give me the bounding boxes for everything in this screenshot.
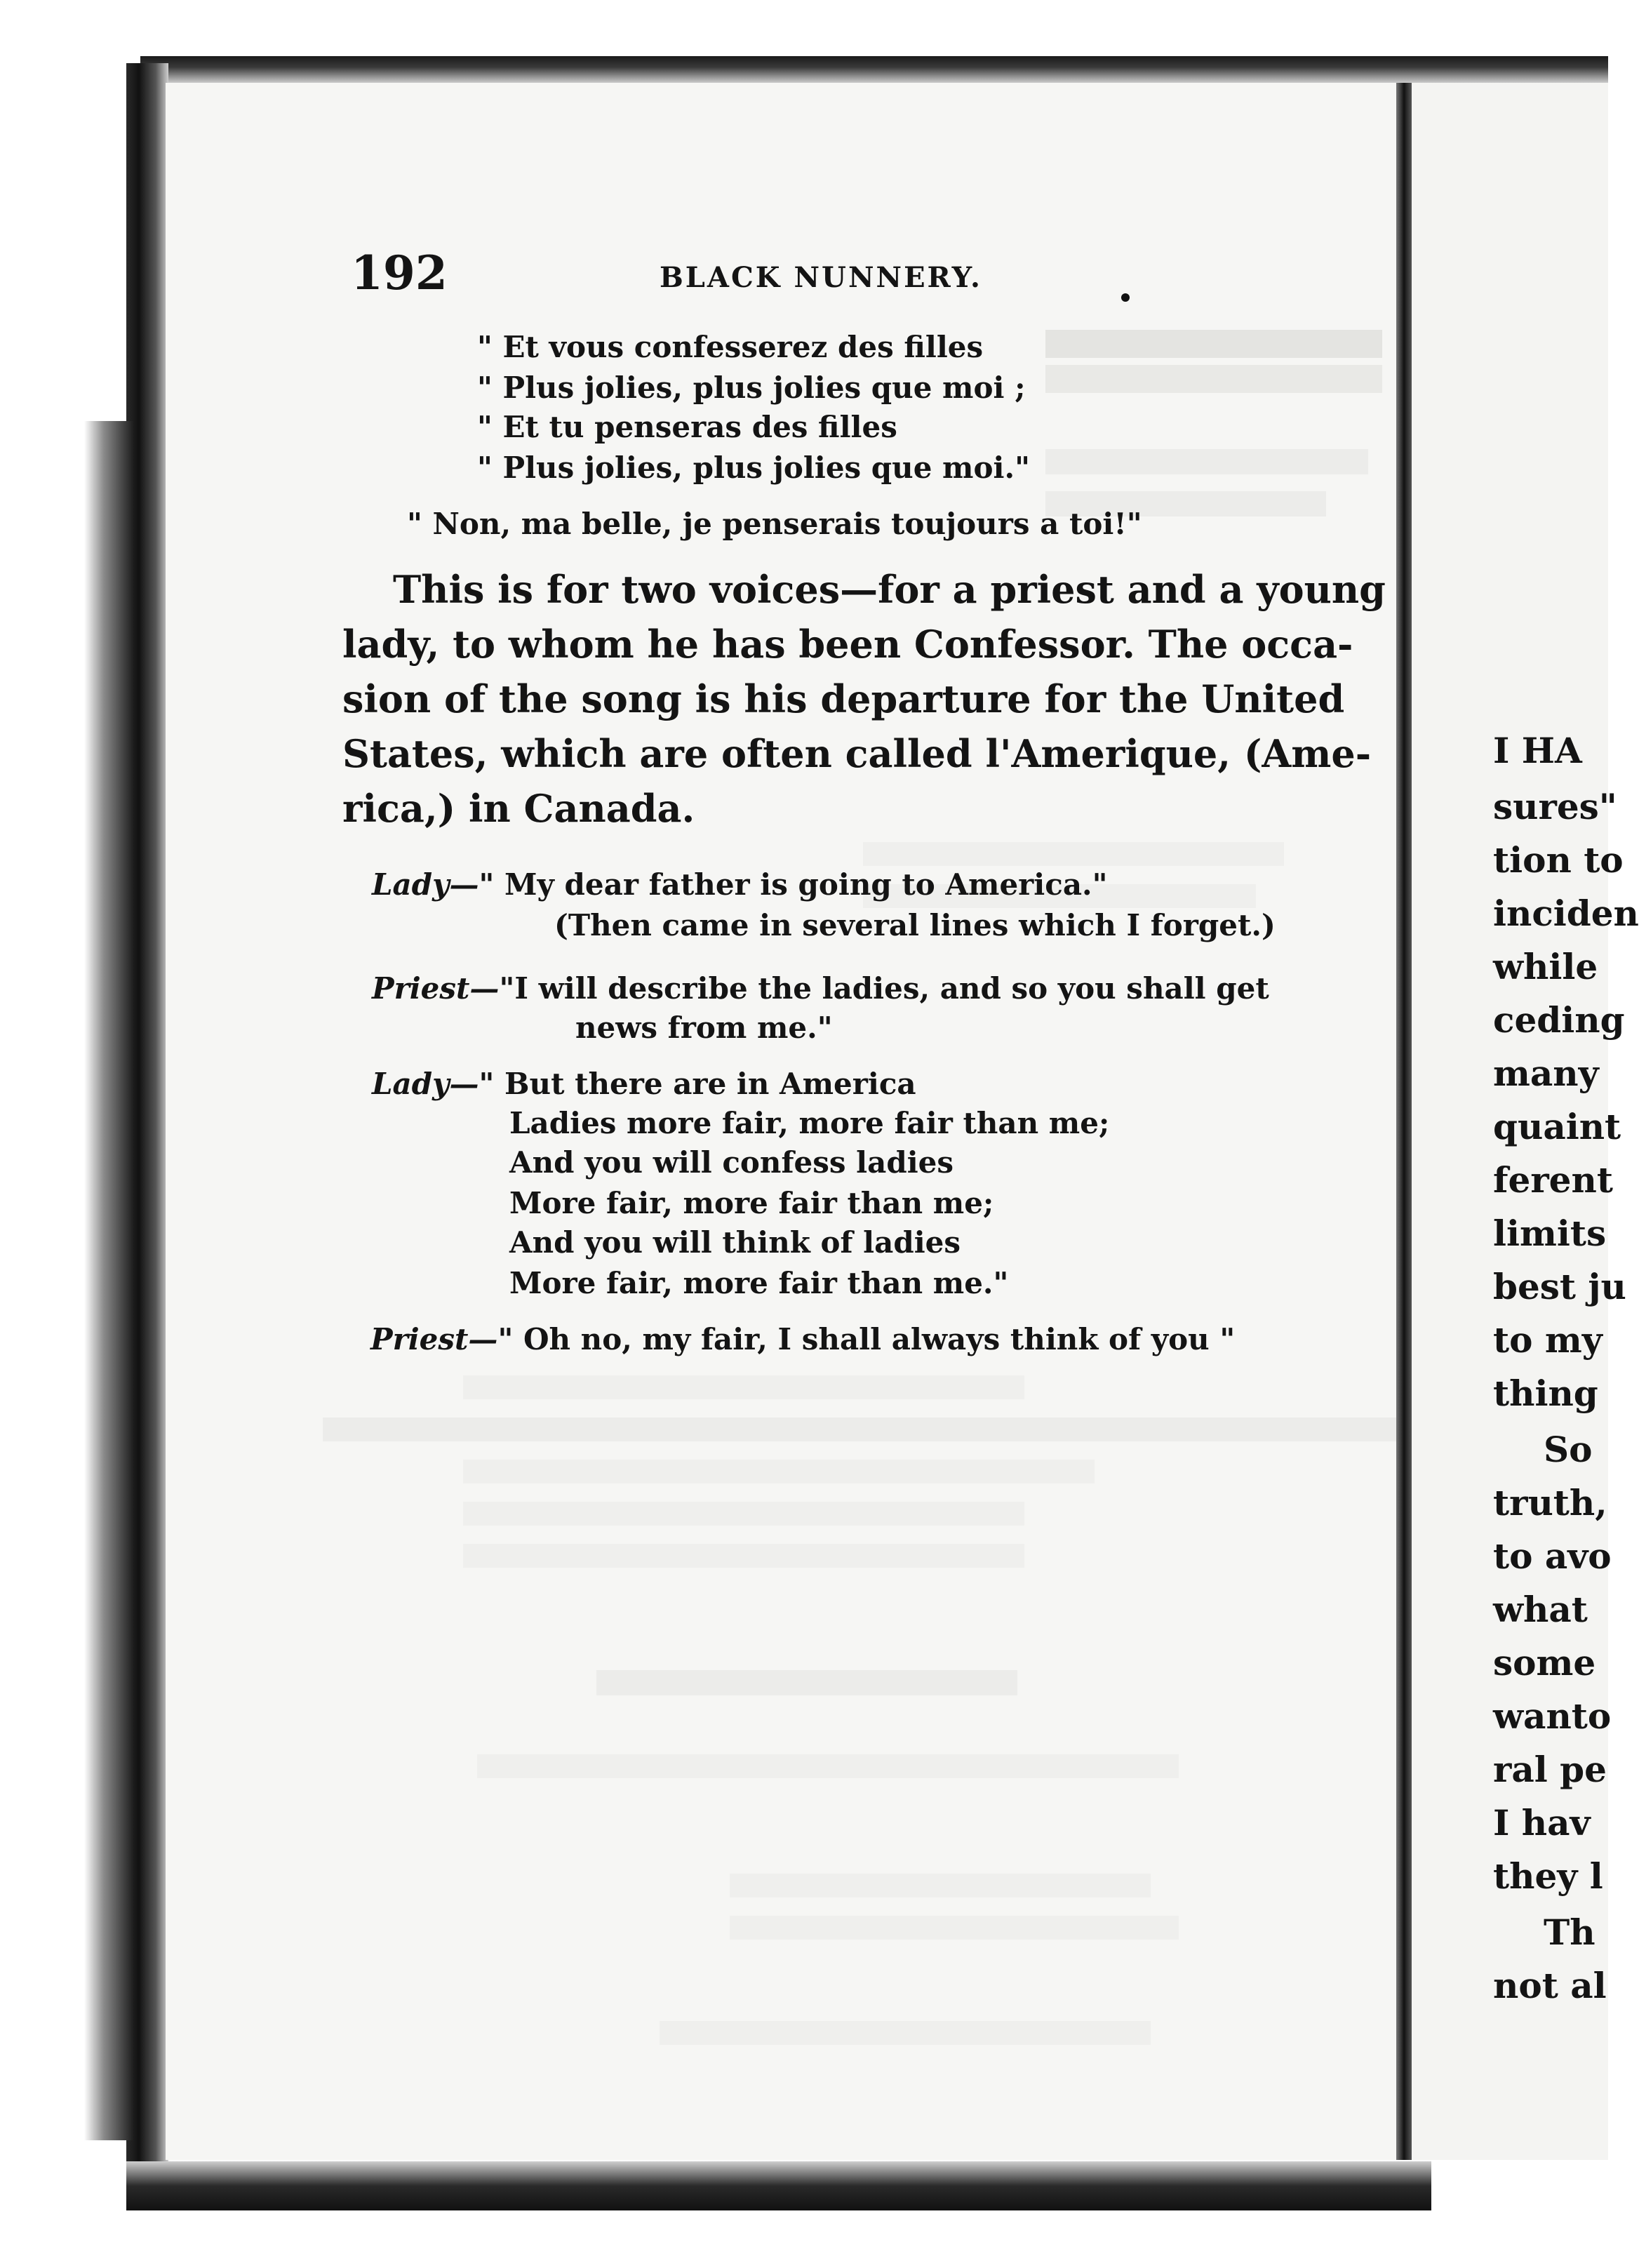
priest-line-text: " Oh no, my fair, I shall always think of you " <box>497 1322 1236 1356</box>
facing-page-fragment: to avo <box>1493 1535 1612 1577</box>
facing-page-fragment: thing <box>1493 1373 1598 1414</box>
priest-line-continuation: news from me." <box>575 1010 833 1045</box>
lady-line-text: " My dear father is going to America." <box>479 867 1108 902</box>
facing-page-fragment: to my <box>1493 1319 1603 1361</box>
dialogue-priest-line <box>370 1322 1235 1356</box>
lady-verse-line: " But there are in America <box>479 1067 916 1101</box>
facing-page-fragment: So <box>1544 1429 1593 1470</box>
prose-line: rica,) in Canada. <box>342 786 695 831</box>
facing-page-fragment: some <box>1493 1642 1596 1683</box>
facing-page-fragment: not al <box>1493 1965 1607 2006</box>
lady-verse-line: And you will confess ladies <box>509 1145 954 1180</box>
lady-verse-line: More fair, more fair than me." <box>509 1266 1009 1300</box>
speaker-priest: Priest— <box>370 1322 498 1356</box>
dialogue-priest-line <box>372 971 1269 1006</box>
priest-line-text: "I will describe the ladies, and so you shall get <box>499 971 1269 1006</box>
page-header <box>351 246 1333 302</box>
facing-page-fragment: ceding <box>1493 999 1625 1041</box>
speaker-lady: Lady— <box>372 1067 479 1101</box>
facing-page-fragment: sures" <box>1493 786 1617 827</box>
page-number: 192 <box>351 246 448 300</box>
prose-line: States, which are often called l'Amerique, (Ame- <box>342 731 1372 776</box>
facing-page-fragment: quaint <box>1493 1106 1621 1147</box>
facing-page-fragment: limits <box>1493 1213 1607 1254</box>
french-verse-line: " Plus jolies, plus jolies que moi." <box>477 451 1030 485</box>
facing-page-fragment: best ju <box>1493 1266 1626 1307</box>
speaker-priest: Priest— <box>372 971 500 1006</box>
facing-page-fragment: truth, <box>1493 1482 1607 1523</box>
prose-line: lady, to whom he has been Confessor. The occa- <box>342 622 1353 667</box>
french-verse-line: " Et vous confesserez des filles <box>477 330 984 364</box>
facing-page-fragment: inciden <box>1493 893 1639 934</box>
book-gutter <box>1396 83 1412 2160</box>
facing-page-fragment: they l <box>1493 1855 1603 1897</box>
running-head: BLACK NUNNERY. <box>660 261 982 294</box>
facing-page-fragment: I hav <box>1493 1802 1591 1843</box>
dialogue-lady-line <box>372 1067 916 1101</box>
lady-verse-line: More fair, more fair than me; <box>509 1186 994 1220</box>
dialogue-lady-line <box>372 867 1108 902</box>
prose-line: This is for two voices—for a priest and a young <box>393 567 1386 612</box>
french-verse-line: " Et tu penseras des filles <box>477 410 897 444</box>
lady-verse-line: Ladies more fair, more fair than me; <box>509 1106 1110 1140</box>
facing-page-fragment: what <box>1493 1589 1588 1630</box>
facing-page-fragment: ferent <box>1493 1159 1613 1201</box>
facing-page-fragment: many <box>1493 1053 1599 1094</box>
facing-page-fragment: I HA <box>1493 730 1582 771</box>
left-binding-shadow <box>84 421 133 2140</box>
facing-page-fragment: while <box>1493 946 1598 987</box>
facing-page-fragment: tion to <box>1493 839 1624 881</box>
top-page-edge <box>140 56 1608 84</box>
french-verse-line: " Plus jolies, plus jolies que moi ; <box>477 371 1026 405</box>
speaker-lady: Lady— <box>372 867 479 902</box>
ink-dot <box>1121 293 1130 302</box>
facing-page-fragment: ral pe <box>1493 1749 1607 1790</box>
french-reply-line: " Non, ma belle, je penserais toujours a toi!" <box>407 507 1142 541</box>
facing-page-fragment: Th <box>1544 1912 1595 1953</box>
editorial-note: (Then came in several lines which I forget.) <box>554 908 1276 942</box>
prose-line: sion of the song is his departure for the United <box>342 676 1345 721</box>
bottom-page-edge <box>126 2161 1431 2210</box>
lady-verse-line: And you will think of ladies <box>509 1225 961 1260</box>
facing-page-fragment: wanto <box>1493 1695 1612 1737</box>
